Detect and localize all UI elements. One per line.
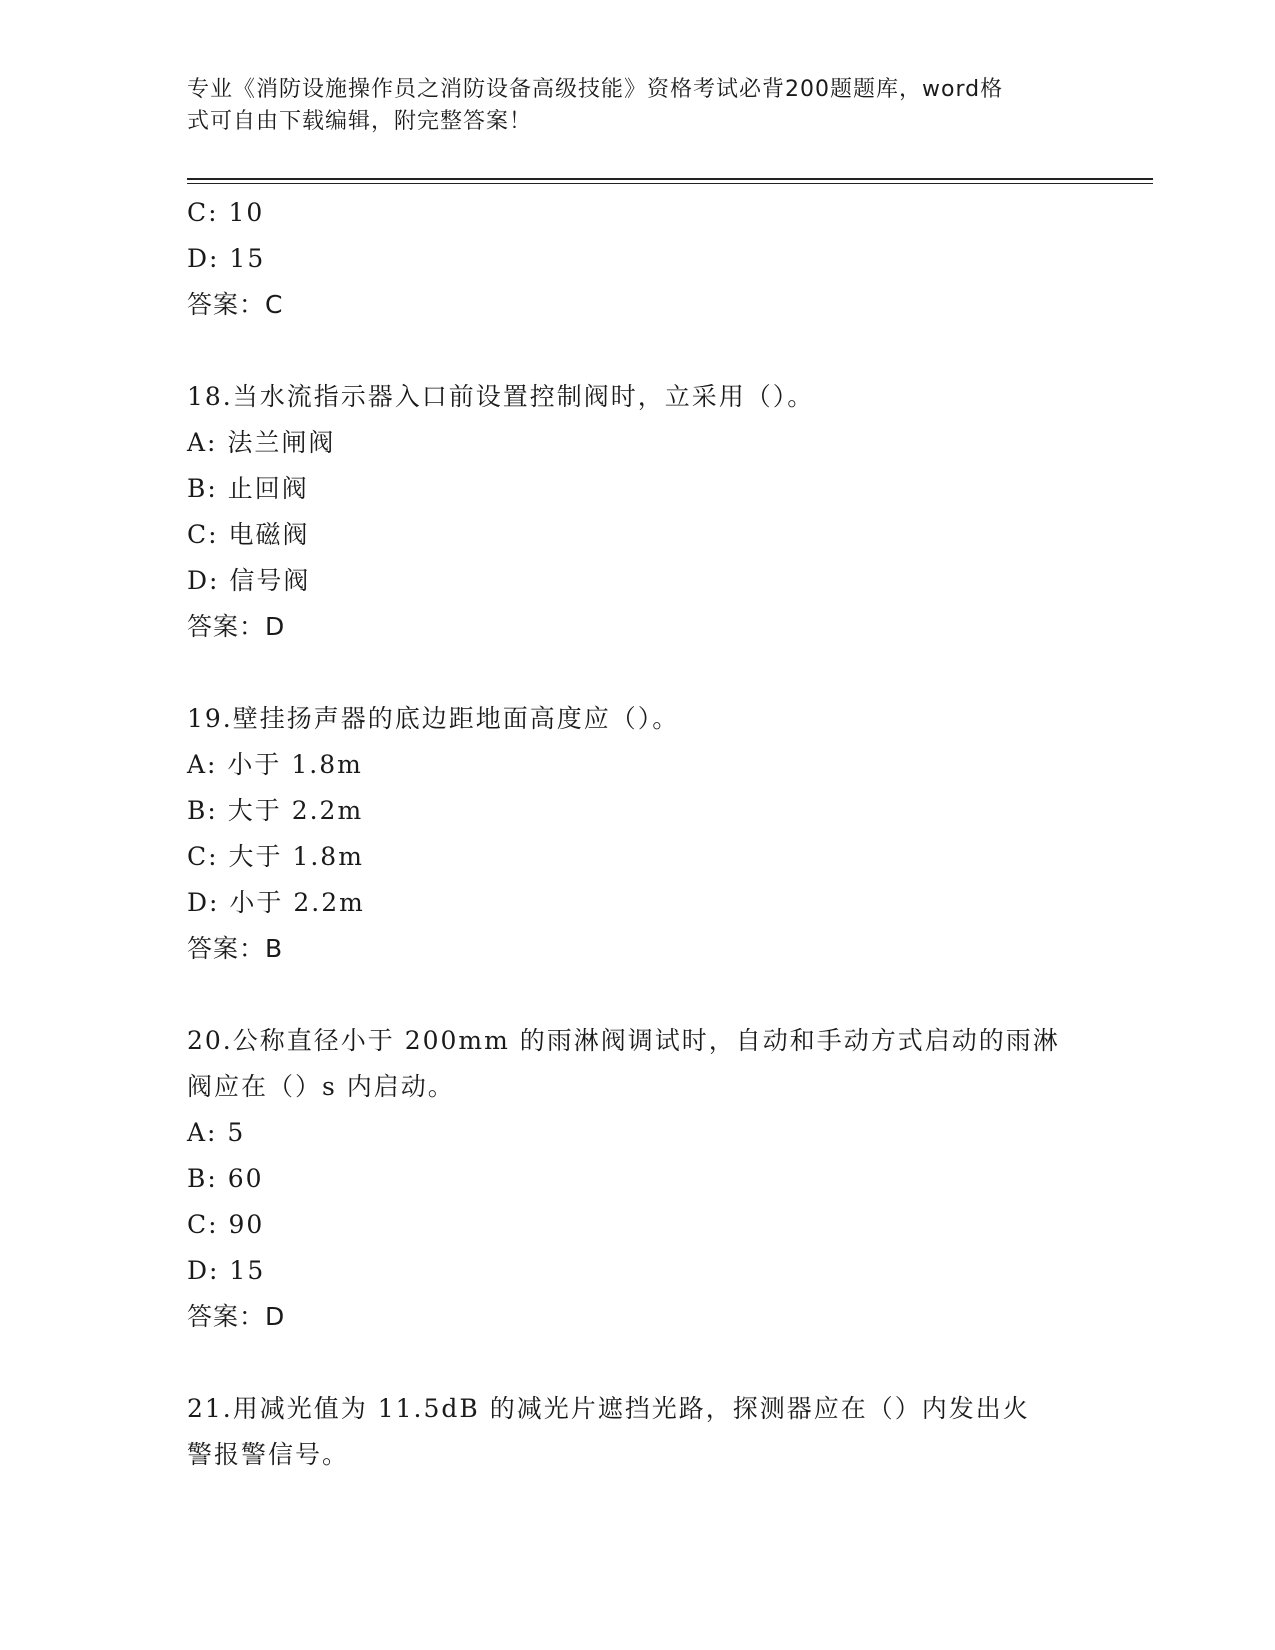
question-21 xyxy=(187,1386,1087,1478)
answer-line: 答案：C xyxy=(187,290,284,319)
option-b: B: 60 xyxy=(187,1164,264,1193)
question-19 xyxy=(187,696,1087,972)
question-stem-line-1: 21.用减光值为 11.5dB 的减光片遮挡光路，探测器应在（）内发出火 xyxy=(187,1394,1030,1423)
question-stem-line-2: 警报警信号。 xyxy=(187,1440,350,1469)
header-line-1: 专业《消防设施操作员之消防设备高级技能》资格考试必背200题题库，word格 xyxy=(187,77,1004,102)
option-d: D: 15 xyxy=(187,244,266,273)
option-d: D: 信号阀 xyxy=(187,566,311,595)
header-rule-thick xyxy=(187,178,1153,180)
question-stem-line-2: 阀应在（）s 内启动。 xyxy=(187,1072,455,1101)
option-d: D: 15 xyxy=(187,1256,266,1285)
question-17-tail xyxy=(187,190,1087,328)
option-d: D: 小于 2.2m xyxy=(187,888,365,917)
option-a: A: 小于 1.8m xyxy=(187,750,363,779)
option-a: A: 5 xyxy=(187,1118,246,1147)
question-18 xyxy=(187,374,1087,650)
document-header xyxy=(187,74,1067,138)
header-line-2: 式可自由下载编辑，附完整答案！ xyxy=(187,109,533,134)
option-b: B: 止回阀 xyxy=(187,474,309,503)
option-c: C: 电磁阀 xyxy=(187,520,310,549)
option-b: B: 大于 2.2m xyxy=(187,796,364,825)
question-stem-line-1: 20.公称直径小于 200mm 的雨淋阀调试时，自动和手动方式启动的雨淋 xyxy=(187,1026,1060,1055)
option-c: C: 大于 1.8m xyxy=(187,842,364,871)
question-stem: 19.壁挂扬声器的底边距地面高度应（）。 xyxy=(187,704,680,733)
option-c: C: 10 xyxy=(187,198,265,227)
option-a: A: 法兰闸阀 xyxy=(187,428,336,457)
option-c: C: 90 xyxy=(187,1210,265,1239)
question-list xyxy=(187,190,1087,1478)
answer-line: 答案：D xyxy=(187,612,286,641)
question-stem: 18.当水流指示器入口前设置控制阀时，立采用（）。 xyxy=(187,382,815,411)
answer-line: 答案：B xyxy=(187,934,284,963)
header-rule-thin xyxy=(187,183,1153,184)
answer-line: 答案：D xyxy=(187,1302,286,1331)
question-20 xyxy=(187,1018,1087,1340)
